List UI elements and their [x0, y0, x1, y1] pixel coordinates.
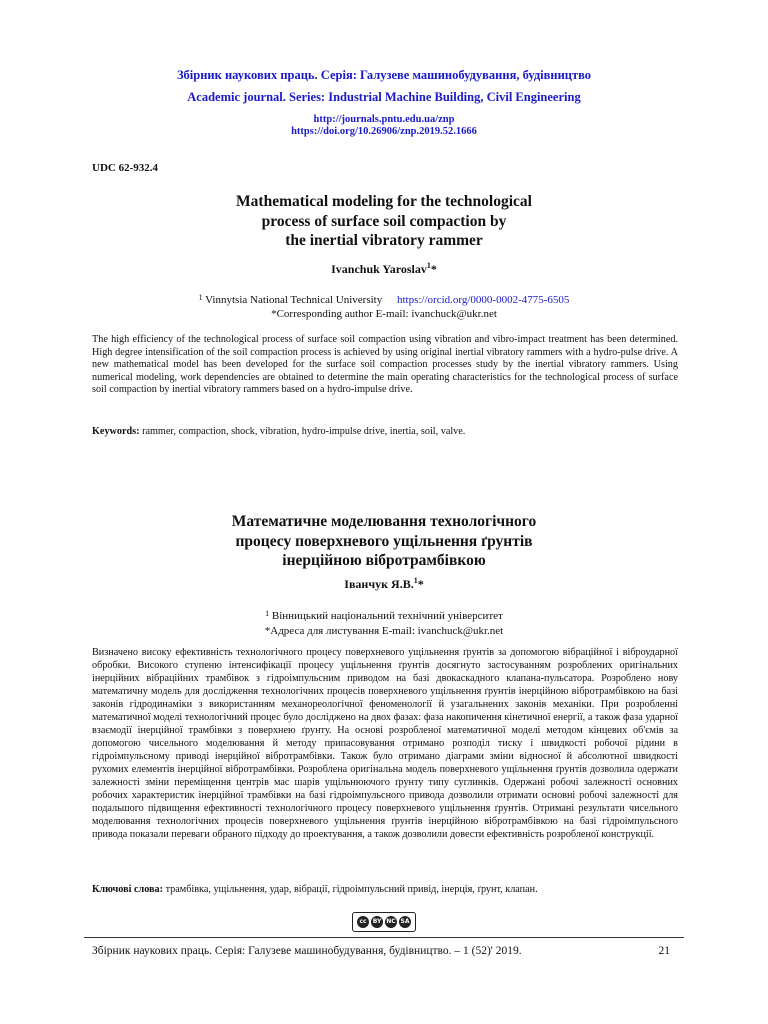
nc-glyph: NC: [385, 916, 397, 928]
affiliation-ua: [0, 610, 768, 622]
abstract-en: The high efficiency of the technological process of surface soil compaction using vibration and vibro-impact treatment has been determined. High degree intensification of the soil compaction process is achieved by using original inertial vibratory rammers with a hydro-pulse drive. A new mathematical model has been developed for the surface soil compaction processes study by the inertial vibratory rammers. Using numerical modeling, work dependencies are obtained to determine the main operating characteristics for the technological process of surface soil compaction by inertial vibratory rammers based on a hydro-impulse drive.: [92, 334, 678, 395]
keywords-en: [92, 426, 678, 437]
abstract-ua: Визначено високу ефективність технологічного процесу поверхневого ущільнення ґрунтів за допомогою вібраційної і віброударної обробки. Високого ступеню інтенсифікації процесу ущільнення ґрунтів досягнуто застосуванням розроблених оригінальних інерційних вібраційних трамбівок з гідроімпульсним приводом на базі двокаскадного клапана-пульсатора. Розроблено нову математичну модель для дослідження технологічних процесів поверхневого ущільнення ґрунтів інерційною вібротрамбівкою на базі законів гідродинаміки з використанням механореологічної феноменології й узагальнених законів механіки. При розробленні математичної моделі технологічний процес було досліджено на двох фазах: фаза накопичення кінетичної енергії, а також фаза ударної взаємодії інерційної трамбівки з поверхнею ґрунту. На основі розробленої математичної моделі методом кінцевих об'ємів за допомогою чисельного моделювання й методу припасовування отримано розподіл тиску і швидкості робочої рідини в гідроімпульсному приводі інерційної вібротрамбівки. Також було отримано діаграми зміни відносної й абсолютної швидкості рухомих елементів інерційної вібротрамбівки. Розроблена оригінальна модель поверхневого ущільнення ґрунтів дозволила одержати залежності зміни переміщення центрів мас шарів ущільнюючого ґрунту типу суглинків. Одержані робочі залежності основних робочих характеристик інерційної трамбівки на базі гідроімпульсного привода дозволили отримати основні робочі залежності для подальшого підвищення ефективності технологічного процесу поверхневого ущільнення ґрунтів. Отримані результати чисельного моделювання технологічних процесів поверхневого ущільнення ґрунтів інерційною вібротрамбівкою на базі гідроімпульсного привода показали переваги обраного підходу до проектування, а також дозволили довести ефективність розробленої конструкції.: [92, 647, 678, 840]
author-star: *: [417, 577, 424, 591]
keywords-label: Keywords:: [92, 426, 140, 437]
journal-title-en: Academic journal. Series: Industrial Machine Building, Civil Engineering: [187, 90, 581, 104]
title-line: Mathematical modeling for the technological: [236, 193, 532, 210]
author-affil-sup: 1: [426, 261, 431, 270]
keywords-ua: [92, 884, 678, 895]
title-line: Математичне моделювання технологічного: [231, 513, 537, 530]
author-en: [0, 262, 768, 277]
affil-sup: 1: [265, 609, 270, 618]
author-affil-sup: 1: [413, 576, 418, 585]
footer-divider: [84, 937, 684, 938]
sa-glyph: SA: [399, 916, 411, 928]
udc-code: UDC 62-932.4: [92, 162, 158, 174]
title-line: інерційною вібротрамбівкою: [282, 552, 486, 569]
author-star: *: [430, 262, 437, 276]
cc-by-nc-sa-icon[interactable]: [352, 912, 416, 932]
title-line: process of surface soil compaction by: [261, 212, 507, 230]
page-number: 21: [658, 945, 670, 957]
author-name: Іванчук Я.В.: [344, 577, 414, 591]
orcid-link[interactable]: https://orcid.org/0000-0002-4775-6505: [396, 294, 570, 306]
affil-name: Vinnytsia National Technical University: [205, 294, 383, 306]
paper-title-en: [0, 192, 768, 251]
affil-name: Вінницький національний технічний університет: [271, 610, 503, 622]
journal-title-ua: Збірник наукових праць. Серія: Галузеве машинобудування, будівництво: [176, 68, 592, 82]
keywords-text: rammer, compaction, shock, vibration, hydro-impulse drive, inertia, soil, valve.: [139, 426, 466, 437]
author-name: Ivanchuk Yaroslav: [331, 262, 427, 276]
keywords-text: трамбівка, ущільнення, удар, вібрації, гідроімпульсний привід, інерція, ґрунт, клапан.: [163, 884, 538, 895]
author-ua: [0, 577, 768, 592]
cc-glyph: cc: [357, 916, 369, 928]
by-glyph: BY: [371, 916, 383, 928]
corresponding-author-en: *Corresponding author E-mail: ivanchuck@ukr.net: [271, 308, 497, 320]
keywords-label: Ключові слова:: [92, 884, 164, 895]
corresponding-author-ua: *Адреса для листування E-mail: ivanchuck@ukr.net: [264, 625, 504, 637]
title-line: процесу поверхневого ущільнення ґрунтів: [235, 532, 533, 550]
doi-link[interactable]: https://doi.org/10.26906/znp.2019.52.1666: [291, 126, 477, 137]
footer-journal: Збірник наукових праць. Серія: Галузеве машинобудування, будівництво. – 1 (52)' 2019.: [92, 945, 522, 957]
affil-sup: 1: [198, 293, 203, 302]
page-footer: [92, 945, 678, 957]
journal-url-link[interactable]: http://journals.pntu.edu.ua/znp: [313, 114, 455, 125]
affiliation-en: [0, 294, 768, 306]
title-line: the inertial vibratory rammer: [285, 232, 483, 249]
paper-title-ua: [0, 512, 768, 571]
